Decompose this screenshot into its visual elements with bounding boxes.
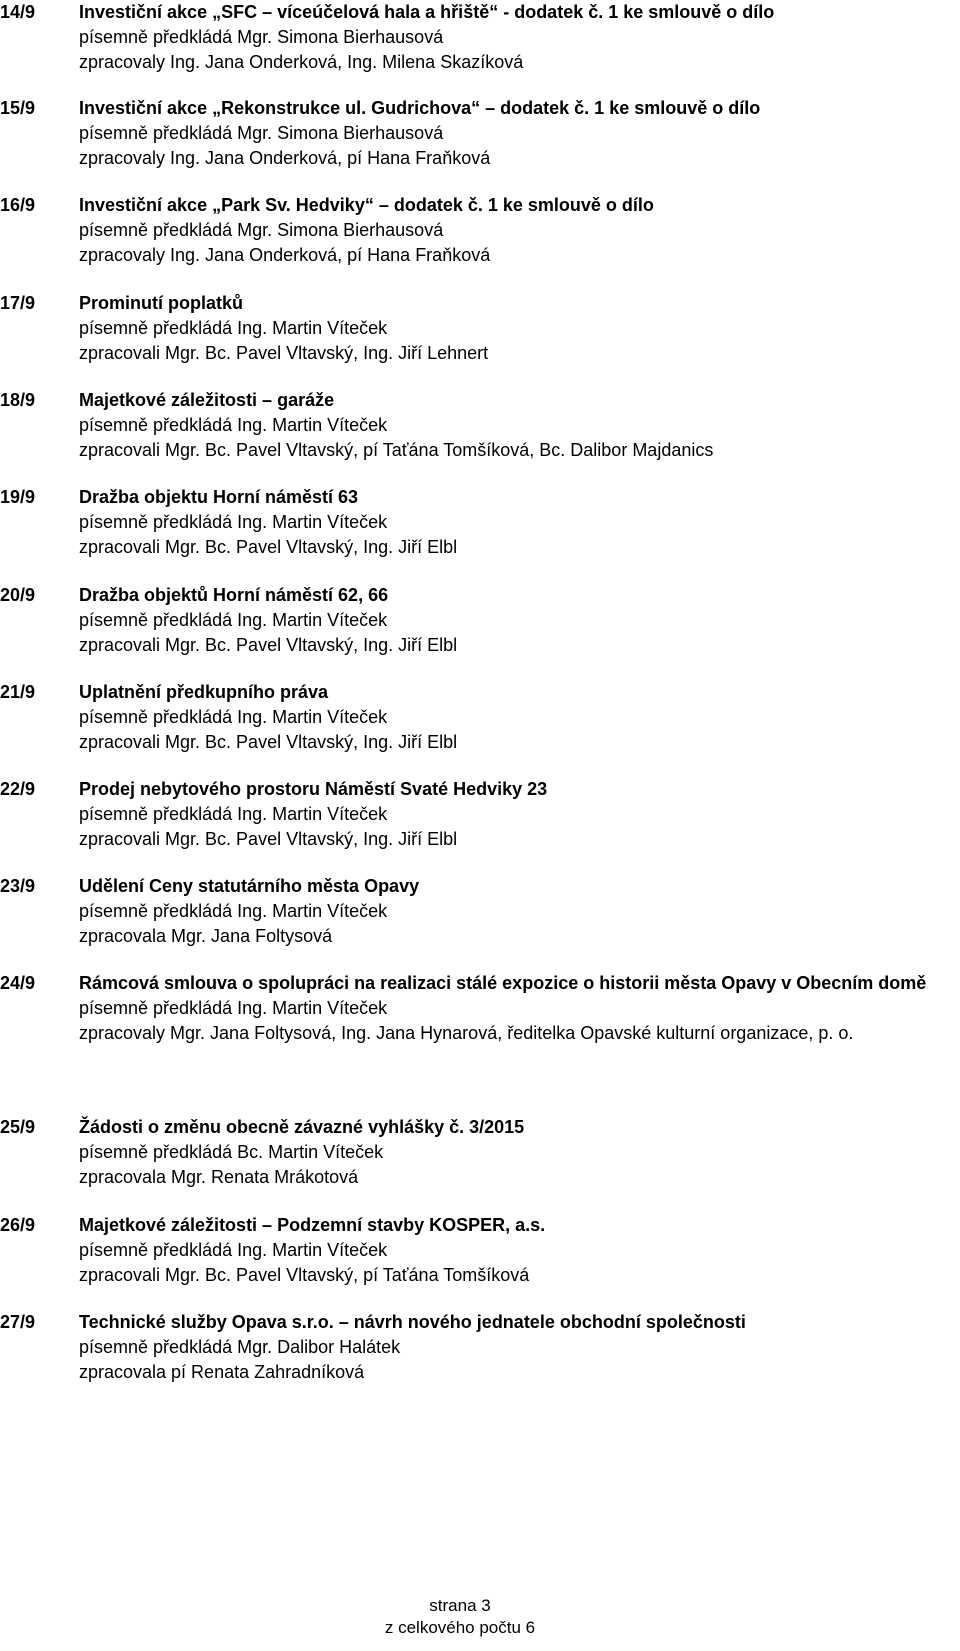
- item-title: Prodej nebytového prostoru Náměstí Svaté Hedviky 23: [79, 779, 548, 799]
- item-prepared-by: zpracovali Mgr. Bc. Pavel Vltavský, Ing. Jiří Elbl: [79, 537, 458, 557]
- item-title: Udělení Ceny statutárního města Opavy: [79, 876, 420, 896]
- item-title: Rámcová smlouva o spolupráci na realizaci stálé expozice o historii města Opavy v Obecním domě: [79, 973, 927, 993]
- item-title: Majetkové záležitosti – garáže: [79, 390, 335, 410]
- item-prepared-by: zpracovali Mgr. Bc. Pavel Vltavský, Ing. Jiří Elbl: [79, 829, 458, 849]
- item-number: 17/9: [0, 293, 36, 313]
- item-presenter: písemně předkládá Ing. Martin Víteček: [79, 610, 388, 630]
- item-prepared-by: zpracovali Mgr. Bc. Pavel Vltavský, pí Taťána Tomšíková: [79, 1265, 530, 1285]
- item-presenter: písemně předkládá Ing. Martin Víteček: [79, 1240, 388, 1260]
- item-prepared-by: zpracovali Mgr. Bc. Pavel Vltavský, pí Taťána Tomšíková, Bc. Dalibor Majdanics: [79, 440, 714, 460]
- item-title: Technické služby Opava s.r.o. – návrh nového jednatele obchodní společnosti: [79, 1312, 746, 1332]
- item-title: Investiční akce „SFC – víceúčelová hala a hřiště“ - dodatek č. 1 ke smlouvě o dílo: [79, 2, 775, 22]
- item-title: Investiční akce „Rekonstrukce ul. Gudrichova“ – dodatek č. 1 ke smlouvě o dílo: [79, 98, 761, 118]
- item-presenter: písemně předkládá Ing. Martin Víteček: [79, 415, 388, 435]
- item-prepared-by: zpracovali Mgr. Bc. Pavel Vltavský, Ing. Jiří Lehnert: [79, 343, 489, 363]
- item-title: Majetkové záležitosti – Podzemní stavby KOSPER, a.s.: [79, 1215, 546, 1235]
- item-presenter: písemně předkládá Ing. Martin Víteček: [79, 998, 388, 1018]
- item-presenter: písemně předkládá Ing. Martin Víteček: [79, 512, 388, 532]
- item-prepared-by: zpracovala Mgr. Jana Foltysová: [79, 926, 333, 946]
- item-title: Investiční akce „Park Sv. Hedviky“ – dodatek č. 1 ke smlouvě o dílo: [79, 195, 654, 215]
- page-total: z celkového počtu 6: [384, 1618, 536, 1637]
- item-presenter: písemně předkládá Mgr. Simona Bierhausová: [79, 123, 444, 143]
- item-title: Dražba objektů Horní náměstí 62, 66: [79, 585, 389, 605]
- item-prepared-by: zpracovaly Ing. Jana Onderková, Ing. Milena Skazíková: [79, 52, 524, 72]
- item-number: 16/9: [0, 195, 36, 215]
- item-prepared-by: zpracovala Mgr. Renata Mrákotová: [79, 1167, 359, 1187]
- page-number: strana 3: [429, 1596, 491, 1615]
- item-number: 25/9: [0, 1117, 36, 1137]
- item-title: Uplatnění předkupního práva: [79, 682, 329, 702]
- item-number: 18/9: [0, 390, 36, 410]
- item-presenter: písemně předkládá Mgr. Simona Bierhausová: [79, 220, 444, 240]
- item-presenter: písemně předkládá Ing. Martin Víteček: [79, 901, 388, 921]
- item-prepared-by: zpracovaly Ing. Jana Onderková, pí Hana Fraňková: [79, 148, 491, 168]
- item-number: 14/9: [0, 2, 36, 22]
- item-prepared-by: zpracovali Mgr. Bc. Pavel Vltavský, Ing. Jiří Elbl: [79, 635, 458, 655]
- item-presenter: písemně předkládá Ing. Martin Víteček: [79, 318, 388, 338]
- item-number: 19/9: [0, 487, 36, 507]
- item-presenter: písemně předkládá Ing. Martin Víteček: [79, 804, 388, 824]
- item-number: 26/9: [0, 1215, 36, 1235]
- item-number: 20/9: [0, 585, 36, 605]
- item-presenter: písemně předkládá Ing. Martin Víteček: [79, 707, 388, 727]
- item-number: 24/9: [0, 973, 36, 993]
- item-number: 21/9: [0, 682, 36, 702]
- item-prepared-by: zpracovaly Mgr. Jana Foltysová, Ing. Jana Hynarová, ředitelka Opavské kulturní organizace, p. o.: [79, 1023, 854, 1043]
- item-prepared-by: zpracovali Mgr. Bc. Pavel Vltavský, Ing. Jiří Elbl: [79, 732, 458, 752]
- item-title: Žádosti o změnu obecně závazné vyhlášky č. 3/2015: [79, 1117, 525, 1137]
- item-presenter: písemně předkládá Mgr. Simona Bierhausová: [79, 27, 444, 47]
- item-title: Prominutí poplatků: [79, 293, 243, 313]
- item-presenter: písemně předkládá Mgr. Dalibor Halátek: [79, 1337, 401, 1357]
- item-number: 23/9: [0, 876, 36, 896]
- item-number: 27/9: [0, 1312, 36, 1332]
- item-presenter: písemně předkládá Bc. Martin Víteček: [79, 1142, 384, 1162]
- item-prepared-by: zpracovala pí Renata Zahradníková: [79, 1362, 365, 1382]
- item-prepared-by: zpracovaly Ing. Jana Onderková, pí Hana Fraňková: [79, 245, 491, 265]
- item-number: 15/9: [0, 98, 36, 118]
- item-number: 22/9: [0, 779, 36, 799]
- page-footer: [360, 1595, 560, 1639]
- item-title: Dražba objektu Horní náměstí 63: [79, 487, 359, 507]
